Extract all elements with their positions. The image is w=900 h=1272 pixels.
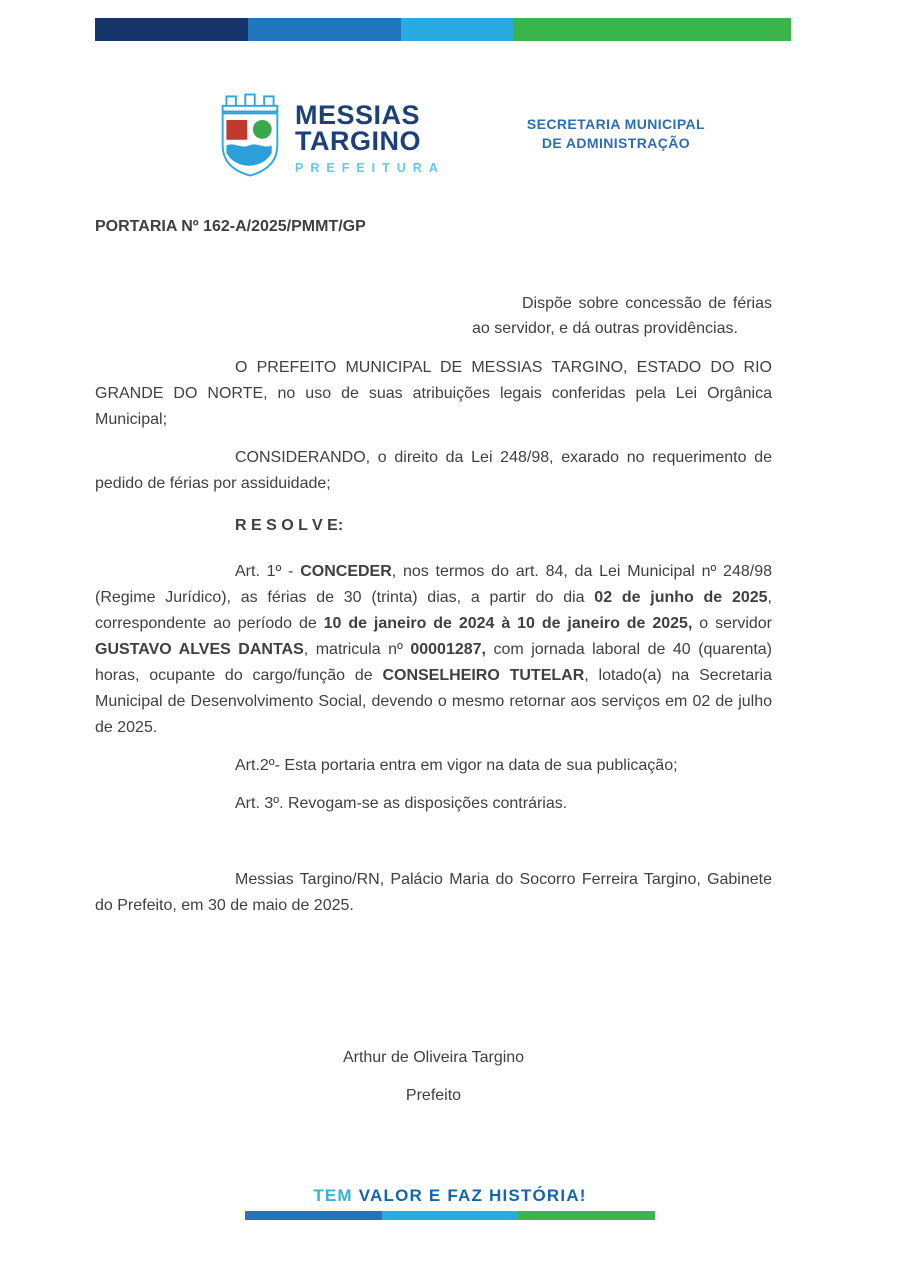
bottom-bar-cyan-segment (382, 1211, 519, 1220)
bottom-color-bar (245, 1211, 655, 1220)
top-color-bar (95, 18, 791, 41)
article-1-start-date: 02 de junho de 2025 (594, 589, 768, 606)
place-date: Messias Targino/RN, Palácio Maria do Socorro Ferreira Targino, Gabinete do Prefeito, em 30 de maio de 2025. (95, 871, 772, 914)
top-bar-blue-segment (248, 18, 401, 41)
article-1-text: , nos termos do art. 84, da Lei Municipal nº 248/98 (Regime Jurídico), as férias de 30 (trinta) dias, a partir do dia (95, 563, 772, 606)
article-1-text: , correspondente ao período de (95, 589, 772, 632)
footer-slogan-tem: TEM (313, 1186, 353, 1205)
article-1-cargo: CONSELHEIRO TUTELAR (382, 667, 585, 684)
ementa: Dispõe sobre concessão de férias ao servidor, e dá outras providências. (472, 295, 772, 337)
article-1-text: com jornada laboral de 40 (quarenta) horas, ocupante do cargo/função de (95, 641, 773, 684)
considerando-paragraph: CONSIDERANDO, o direito da Lei 248/98, exarado no requerimento de pedido de férias por assiduidade; (95, 449, 772, 492)
article-1-text: o servidor (692, 615, 773, 632)
signature-block (95, 1045, 772, 1109)
article-1-text: , matricula nº (303, 641, 411, 658)
article-2: Art.2º- Esta portaria entra em vigor na data de sua publicação; (235, 757, 678, 774)
preamble-paragraph: O PREFEITO MUNICIPAL DE MESSIAS TARGINO, ESTADO DO RIO GRANDE DO NORTE, no uso de suas atribuições legais conferidas pela Lei Orgânica Municipal; (95, 359, 772, 428)
article-3: Art. 3º. Revogam-se as disposições contrárias. (235, 795, 568, 812)
article-1-matricula: 00001287, (410, 641, 486, 658)
logo-subtitle: PREFEITURA (295, 161, 445, 175)
signature-name: Arthur de Oliveira Targino (342, 1049, 525, 1066)
footer-slogan (0, 1186, 900, 1206)
city-crest-icon (217, 92, 283, 185)
secretaria-line2-prefix: DE (541, 135, 563, 151)
article-1-text: , lotado(a) na Secretaria Municipal de Desenvolvimento Social, devendo o mesmo retornar aos serviços em 02 de julho de 2025. (95, 667, 772, 736)
letterhead (95, 86, 791, 181)
document-body (95, 218, 772, 1109)
footer-slogan-rest: VALOR E FAZ HISTÓRIA! (358, 1186, 587, 1205)
secretaria-line1: SECRETARIA MUNICIPAL (526, 116, 705, 132)
top-bar-cyan-segment (401, 18, 512, 41)
secretaria-line2 (527, 135, 705, 151)
prefeitura-logo (217, 92, 445, 185)
logo-wordmark (295, 102, 445, 175)
article-1 (95, 559, 772, 741)
top-bar-navy-segment (95, 18, 248, 41)
article-1-servant-name: GUSTAVO ALVES DANTAS (95, 641, 304, 658)
article-1-period: 10 de janeiro de 2024 à 10 de janeiro de 2025, (323, 615, 693, 632)
document-title: PORTARIA Nº 162-A/2025/PMMT/GP (95, 218, 366, 235)
bottom-bar-blue-segment (245, 1211, 382, 1220)
article-1-text: Art. 1º - (235, 563, 301, 580)
signature-role: Prefeito (405, 1087, 462, 1104)
article-1-conceder: CONCEDER (300, 563, 392, 580)
logo-name-line2: TARGINO (295, 126, 421, 156)
secretaria-label (527, 116, 705, 151)
bottom-bar-green-segment (518, 1211, 655, 1220)
logo-name-line1: MESSIAS (295, 100, 421, 130)
secretaria-line2-bold: ADMINISTRAÇÃO (565, 135, 691, 151)
top-bar-green-segment (513, 18, 791, 41)
resolve-heading: R E S O L V E: (235, 517, 344, 534)
